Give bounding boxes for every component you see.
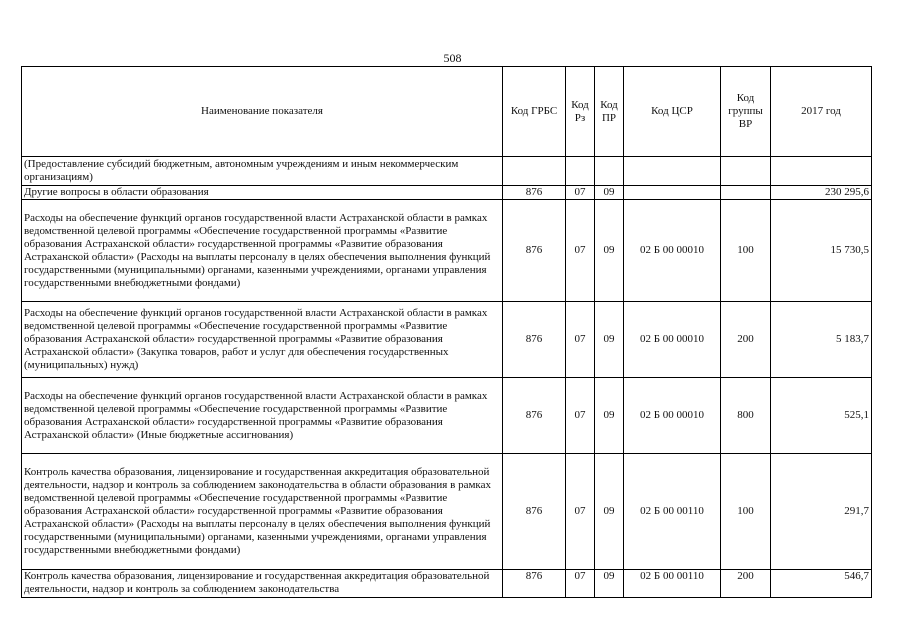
table-row — [22, 378, 872, 454]
row-csr: 02 Б 00 00110 — [624, 454, 721, 570]
row-sum: 546,7 — [771, 570, 872, 598]
table-row — [22, 302, 872, 378]
row-csr: 02 Б 00 00110 — [624, 570, 721, 598]
table-row — [22, 186, 872, 200]
row-grbs — [503, 157, 566, 186]
row-grbs: 876 — [503, 570, 566, 598]
header-year: 2017 год — [771, 67, 872, 157]
row-grbs: 876 — [503, 302, 566, 378]
row-sum: 525,1 — [771, 378, 872, 454]
row-pr: 09 — [595, 186, 624, 200]
row-name: Другие вопросы в области образования — [22, 186, 503, 200]
header-name: Наименование показателя — [22, 67, 503, 157]
row-csr: 02 Б 00 00010 — [624, 302, 721, 378]
row-rz: 07 — [566, 378, 595, 454]
row-pr: 09 — [595, 570, 624, 598]
row-csr: 02 Б 00 00010 — [624, 378, 721, 454]
row-csr — [624, 186, 721, 200]
table-row — [22, 454, 872, 570]
row-rz: 07 — [566, 570, 595, 598]
row-pr — [595, 157, 624, 186]
row-sum — [771, 157, 872, 186]
row-grbs: 876 — [503, 378, 566, 454]
row-grbs: 876 — [503, 454, 566, 570]
row-csr: 02 Б 00 00010 — [624, 200, 721, 302]
row-name: Контроль качества образования, лицензирование и государственная аккредитация образовательной деятельности, надзор и контроль за соблюдением законодательства — [22, 570, 503, 598]
row-rz: 07 — [566, 302, 595, 378]
header-csr: Код ЦСР — [624, 67, 721, 157]
header-vr: Код группы ВР — [721, 67, 771, 157]
row-rz: 07 — [566, 200, 595, 302]
row-pr: 09 — [595, 378, 624, 454]
row-sum: 230 295,6 — [771, 186, 872, 200]
row-pr: 09 — [595, 302, 624, 378]
row-vr: 200 — [721, 570, 771, 598]
row-sum: 291,7 — [771, 454, 872, 570]
page-number: 508 — [443, 51, 462, 65]
row-name: Расходы на обеспечение функций органов государственной власти Астраханской области в рамках ведомственной целевой программы «Обеспечение государственной программы «Развитие образования Астраханской области» государственной программы «Развитие образования Астраханской области» (Расходы на выплаты персоналу в целях обеспечения выполнения функций государственными (муниципальными) органами, казенными учреждениями, органами управления государственными внебюджетными фондами) — [22, 200, 503, 302]
row-grbs: 876 — [503, 200, 566, 302]
table-row — [22, 570, 872, 598]
row-rz: 07 — [566, 186, 595, 200]
row-pr: 09 — [595, 454, 624, 570]
row-name: (Предоставление субсидий бюджетным, автономным учреждениям и иным некоммерческим организациям) — [22, 157, 503, 186]
row-vr — [721, 157, 771, 186]
row-rz: 07 — [566, 454, 595, 570]
header-pr: Код ПР — [595, 67, 624, 157]
header-rz: Код Рз — [566, 67, 595, 157]
header-grbs: Код ГРБС — [503, 67, 566, 157]
table-row — [22, 200, 872, 302]
budget-table — [21, 66, 872, 598]
row-name: Расходы на обеспечение функций органов государственной власти Астраханской области в рамках ведомственной целевой программы «Обеспечение государственной программы «Развитие образования Астраханской области» государственной программы «Развитие образования Астраханской области» (Иные бюджетные ассигнования) — [22, 378, 503, 454]
header-row — [22, 67, 872, 157]
row-vr: 100 — [721, 200, 771, 302]
row-grbs: 876 — [503, 186, 566, 200]
row-vr: 800 — [721, 378, 771, 454]
row-sum: 5 183,7 — [771, 302, 872, 378]
row-vr — [721, 186, 771, 200]
table-row — [22, 157, 872, 186]
row-name: Расходы на обеспечение функций органов государственной власти Астраханской области в рамках ведомственной целевой программы «Обеспечение государственной программы «Развитие образования Астраханской области» государственной программы «Развитие образования Астраханской области» (Закупка товаров, работ и услуг для обеспечения государственных (муниципальных) нужд) — [22, 302, 503, 378]
row-csr — [624, 157, 721, 186]
row-name: Контроль качества образования, лицензирование и государственная аккредитация образовательной деятельности, надзор и контроль за соблюдением законодательства в области образования в рамках ведомственной целевой программы «Обеспечение государственной программы «Развитие образования Астраханской области» государственной программы «Развитие образования Астраханской области» (Расходы на выплаты персоналу в целях обеспечения выполнения функций государственными (муниципальными) органами, казенными учреждениями, органами управления государственными внебюджетными фондами) — [22, 454, 503, 570]
row-rz — [566, 157, 595, 186]
row-pr: 09 — [595, 200, 624, 302]
row-vr: 100 — [721, 454, 771, 570]
row-vr: 200 — [721, 302, 771, 378]
row-sum: 15 730,5 — [771, 200, 872, 302]
